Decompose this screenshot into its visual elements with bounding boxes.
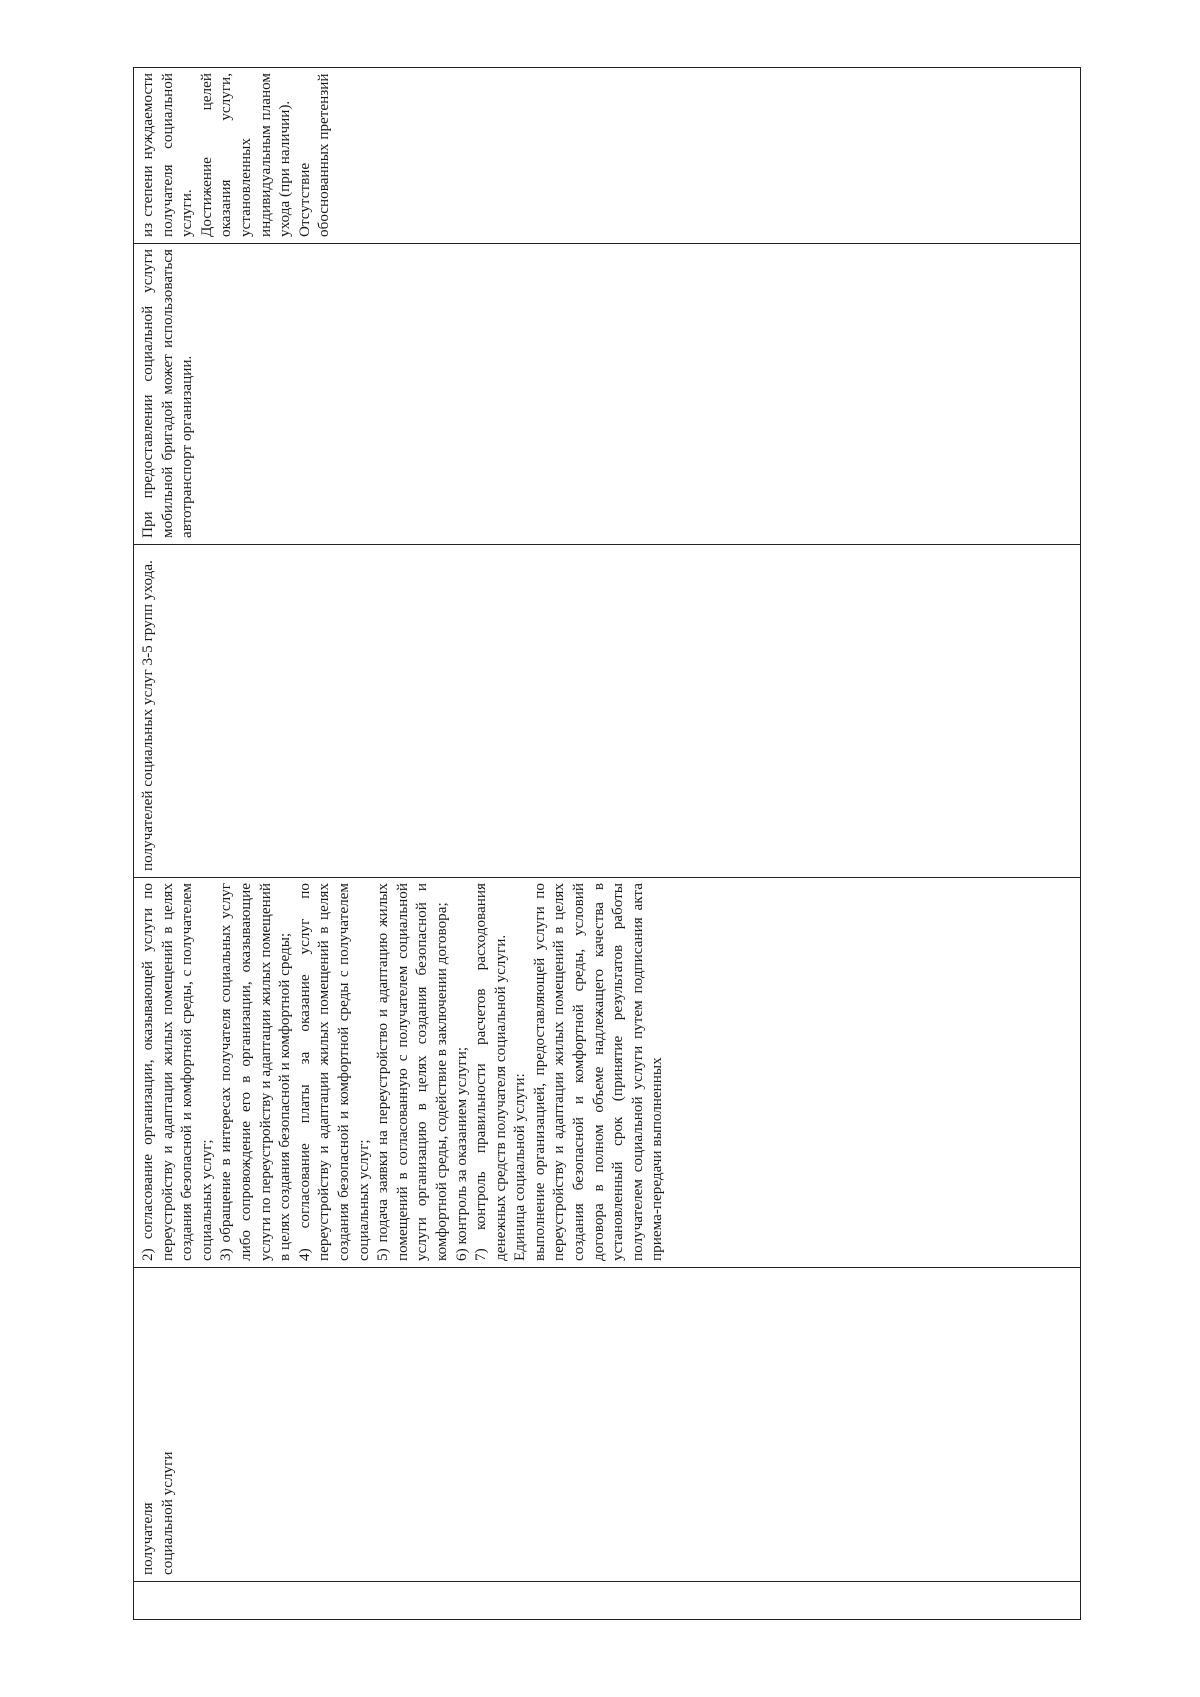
indicator-line: из степени нуждаемости получателя социальной услуги. [139, 73, 196, 237]
content-line: 7) контроль правильности расчетов расходования денежных средств получателя социальной услуги. [472, 883, 509, 1261]
indicator-line: Достижение целей оказания услуги, установленных индивидуальным планом ухода (при наличии). [197, 73, 294, 237]
content-line: 6) контроль за оказанием услуги; [452, 1046, 470, 1261]
cell-service-content [134, 878, 1081, 1268]
cell-conditions: При предоставлении социальной услуги мобильной бригадой может использоваться автотранспорт организации. [134, 244, 1081, 545]
indicator-line: Отсутствие обоснованных претензий [295, 73, 333, 237]
content-line: 3) обращение в интересах получателя социальных услуг либо сопровождение его в организации, оказывающие услуги по переустройству и адаптации жилых помещений в целях создания безопасной и комфортной среды; [217, 883, 294, 1261]
cell-number [134, 1582, 1081, 1620]
content-line: Единица социальной услуги: [511, 1073, 529, 1261]
content-line: 4) согласование платы за оказание услуг по переустройству и адаптации жилых помещений в целях создания безопасной и комфортной среды с получателем социальных услуг; [295, 883, 372, 1261]
content-line: 5) подача заявки на переустройство и адаптацию жилых помещений в согласованную с получателем социальной услуги организацию в целях создания безопасной и комфортной среды, содействие в заключении договора; [374, 883, 450, 1261]
cell-quality-indicators [134, 68, 1081, 244]
content-line: 2) согласование организации, оказывающей услуги по переустройству и адаптации жилых помещений в целях создания безопасной и комфортной среды, с получателем социальных услуг; [139, 883, 215, 1261]
services-table [133, 67, 1081, 1620]
rotated-table-container [133, 68, 1081, 1620]
cell-recipients: получателей социальных услуг 3-5 групп ухода. [134, 545, 1081, 878]
cell-service-name: получателя социальной услуги [134, 1268, 1081, 1582]
content-line: выполнение организацией, предоставляющей услуги по переустройству и адаптации жилых помещений в целях создания безопасной и комфортной среды, условий договора в полном объеме надлежащего качества в установленный срок (принятие результатов работы получателем социальной услуги путем подписания акта приема-передачи выполненных [530, 883, 666, 1261]
table-row [134, 68, 1081, 1620]
